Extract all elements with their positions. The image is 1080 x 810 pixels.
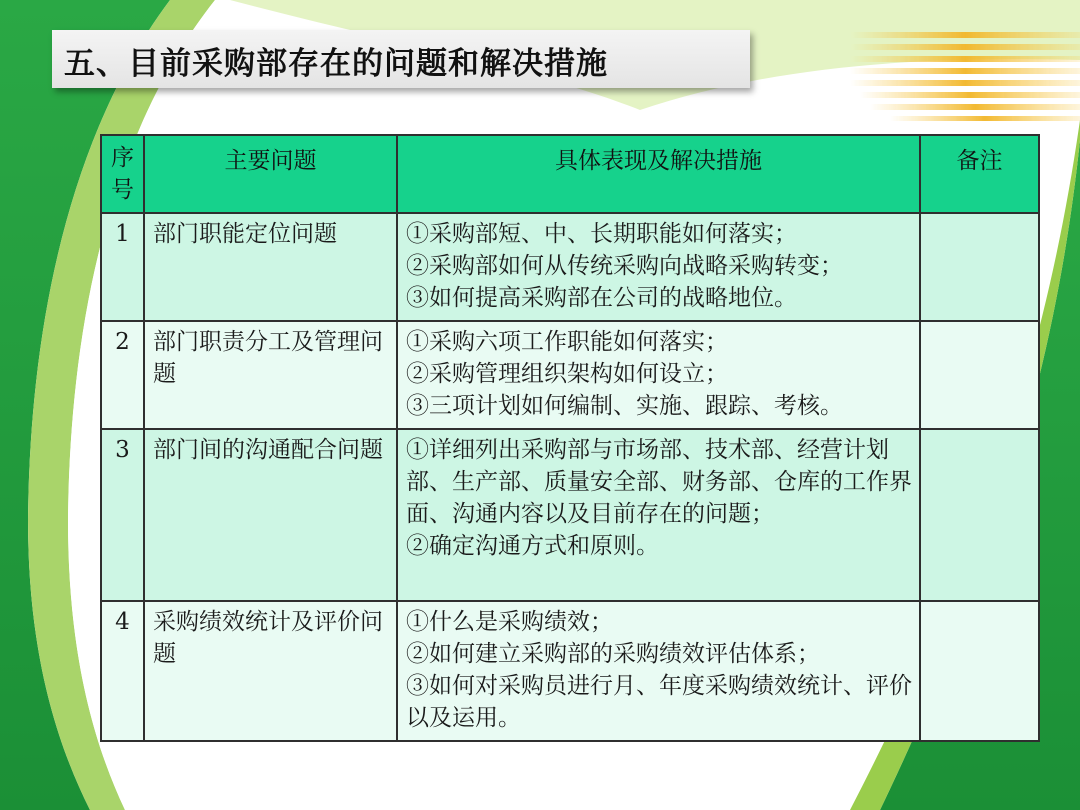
row-problem: 采购绩效统计及评价问题 — [144, 601, 397, 741]
header-remarks: 备注 — [920, 135, 1039, 213]
row-no: 1 — [101, 213, 144, 321]
page-title: 五、目前采购部存在的问题和解决措施 — [64, 46, 608, 82]
measure-item: ①详细列出采购部与市场部、技术部、经营计划部、生产部、质量安全部、财务部、仓库的工作界面、沟通内容以及目前存在的问题； — [406, 437, 912, 527]
gold-stripes — [850, 32, 1080, 121]
row-problem: 部门职责分工及管理问题 — [144, 321, 397, 429]
row-remarks — [920, 429, 1039, 601]
row-no: 2 — [101, 321, 144, 429]
row-measures — [397, 213, 920, 321]
measure-item: ②采购部如何从传统采购向战略采购转变； — [406, 253, 843, 279]
row-no: 3 — [101, 429, 144, 601]
row-problem: 部门职能定位问题 — [144, 213, 397, 321]
measure-item: ②确定沟通方式和原则。 — [406, 533, 659, 559]
title-bar — [52, 30, 750, 88]
header-problem: 主要问题 — [144, 135, 397, 213]
measure-item: ①采购部短、中、长期职能如何落实； — [406, 221, 797, 247]
table-header-row — [101, 135, 1039, 213]
row-remarks — [920, 601, 1039, 741]
measure-item: ③三项计划如何编制、实施、跟踪、考核。 — [406, 393, 843, 419]
measure-item: ③如何对采购员进行月、年度采购绩效统计、评价以及运用。 — [406, 673, 912, 731]
header-no: 序号 — [101, 135, 144, 213]
row-measures — [397, 429, 920, 601]
measure-item: ②采购管理组织架构如何设立； — [406, 361, 728, 387]
row-problem: 部门间的沟通配合问题 — [144, 429, 397, 601]
table-row — [101, 321, 1039, 429]
table-row — [101, 601, 1039, 741]
measure-item: ①采购六项工作职能如何落实； — [406, 329, 728, 355]
row-remarks — [920, 321, 1039, 429]
header-measures: 具体表现及解决措施 — [397, 135, 920, 213]
row-measures — [397, 321, 920, 429]
measure-item: ①什么是采购绩效； — [406, 609, 613, 635]
table-row — [101, 429, 1039, 601]
table-row — [101, 213, 1039, 321]
measure-item: ③如何提高采购部在公司的战略地位。 — [406, 285, 797, 311]
row-no: 4 — [101, 601, 144, 741]
row-remarks — [920, 213, 1039, 321]
row-measures — [397, 601, 920, 741]
problems-table — [100, 134, 1040, 742]
measure-item: ②如何建立采购部的采购绩效评估体系； — [406, 641, 820, 667]
